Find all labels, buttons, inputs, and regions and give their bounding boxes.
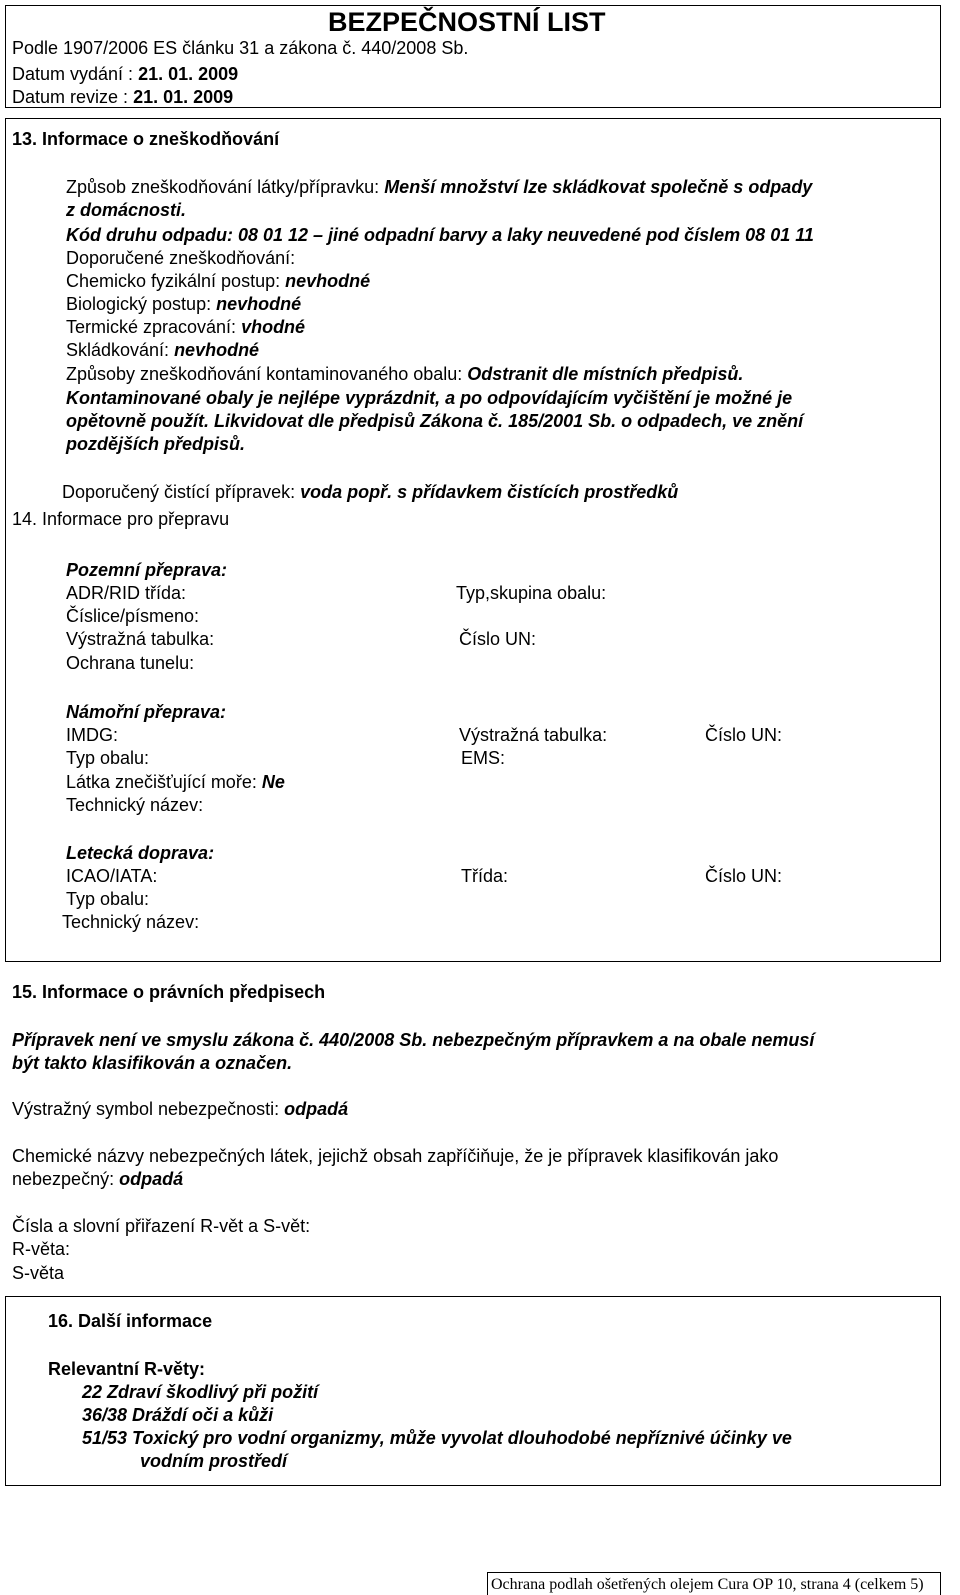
imdg: IMDG: — [66, 725, 118, 745]
packing-group: Typ,skupina obalu: — [456, 583, 607, 603]
footer-text: Ochrana podlah ošetřených olejem Cura OP 10, strana 4 (celkem 5) — [491, 1576, 924, 1593]
packaging-disposal-line — [66, 363, 743, 386]
sea-warning-table: Výstražná tabulka: — [459, 725, 608, 745]
thermal-value: vhodné — [241, 317, 306, 337]
sea-technical-name: Technický název: — [66, 795, 204, 815]
chem-physical-line — [66, 270, 370, 293]
landfill-value: nevhodné — [174, 340, 260, 360]
revision-date: 21. 01. 2009 — [133, 87, 234, 107]
r-phrase-51-53-line-2: vodním prostředí — [140, 1451, 288, 1471]
section-15-heading: 15. Informace o právních předpisech — [12, 982, 326, 1002]
packaging-disposal-value: Odstranit dle místních předpisů. — [467, 364, 744, 384]
air-transport-heading: Letecká doprava: — [66, 843, 215, 863]
un-number: Číslo UN: — [459, 629, 537, 649]
sea-package-type: Typ obalu: — [66, 748, 150, 768]
r-phrase-label: R-věta: — [12, 1239, 71, 1259]
issue-label: Datum vydání : — [12, 64, 134, 84]
hazard-symbol-value: odpadá — [284, 1099, 349, 1119]
section-14-heading: 14. Informace pro přepravu — [12, 509, 230, 529]
adr-rid-class: ADR/RID třída: — [66, 583, 187, 603]
biological-line — [66, 293, 301, 316]
regulation-line: Podle 1907/2006 ES článku 31 a zákona č. 440/2008 Sb. — [12, 38, 469, 58]
disposal-method-value: Menší množství lze skládkovat společně s odpady — [384, 177, 813, 197]
r-phrase-36-38: 36/38 Dráždí oči a kůži — [82, 1405, 274, 1425]
r-phrase-51-53-line-1: 51/53 Toxický pro vodní organizmy, může vyvolat dlouhodobé nepříznivé účinky ve — [82, 1428, 792, 1448]
contaminated-line-2: opětovně použít. Likvidovat dle předpisů Zákona č. 185/2001 Sb. o odpadech, ve znění — [66, 411, 804, 431]
waste-code-line: Kód druhu odpadu: 08 01 12 – jiné odpadní barvy a laky neuvedené pod číslem 08 01 11 — [66, 225, 814, 245]
contaminated-line-3: pozdějších předpisů. — [66, 434, 246, 454]
revision-date-line — [12, 86, 233, 109]
revision-label: Datum revize : — [12, 87, 129, 107]
thermal-label: Termické zpracování: — [66, 317, 242, 337]
ems: EMS: — [461, 748, 506, 768]
chemical-names-line-1: Chemické názvy nebezpečných látek, jejichž obsah zapříčiňuje, že je přípravek klasifikován jako — [12, 1146, 779, 1166]
recommended-disposal: Doporučené zneškodňování: — [66, 248, 296, 268]
sea-transport-heading: Námořní přeprava: — [66, 702, 227, 722]
thermal-line — [66, 316, 305, 339]
cleaner-value: voda popř. s přídavkem čistících prostředků — [300, 482, 679, 502]
marine-pollutant-label: Látka znečišťující moře: — [66, 772, 262, 792]
legal-statement-2: být takto klasifikován a označen. — [12, 1053, 293, 1073]
section-13-heading: 13. Informace o zneškodňování — [12, 129, 280, 149]
r-phrase-22: 22 Zdraví škodlivý při požití — [82, 1382, 319, 1402]
numbers-letters: Číslice/písmeno: — [66, 606, 200, 626]
disposal-method-line-2: z domácnosti. — [66, 200, 187, 220]
marine-pollutant-value: Ne — [261, 772, 285, 792]
issue-date: 21. 01. 2009 — [138, 64, 239, 84]
air-package-type: Typ obalu: — [66, 889, 150, 909]
marine-pollutant-line — [66, 771, 285, 794]
air-technical-name: Technický název: — [62, 912, 200, 932]
issue-date-line — [12, 63, 238, 86]
s-phrase-label: S-věta — [12, 1263, 65, 1283]
warning-table: Výstražná tabulka: — [66, 629, 215, 649]
hazard-symbol-line — [12, 1098, 348, 1121]
packaging-disposal-label: Způsoby zneškodňování kontaminovaného obalu: — [66, 364, 468, 384]
chem-physical-label: Chemicko fyzikální postup: — [66, 271, 286, 291]
cleaner-label: Doporučený čistící přípravek: — [62, 482, 301, 502]
hazard-symbol-label: Výstražný symbol nebezpečnosti: — [12, 1099, 285, 1119]
icao-iata: ICAO/IATA: — [66, 866, 158, 886]
air-class: Třída: — [461, 866, 509, 886]
land-transport-heading: Pozemní přeprava: — [66, 560, 228, 580]
section-16-heading: 16. Další informace — [48, 1311, 213, 1331]
contaminated-line-1: Kontaminované obaly je nejlépe vyprázdnit, a po odpovídajícím vyčištění je možné je — [66, 388, 793, 408]
disposal-method-label: Způsob zneškodňování látky/přípravku: — [66, 177, 385, 197]
landfill-label: Skládkování: — [66, 340, 175, 360]
chemical-names-value: odpadá — [119, 1169, 184, 1189]
chemical-names-line-2 — [12, 1168, 183, 1191]
cleaner-line — [62, 481, 678, 504]
legal-statement-1: Přípravek není ve smyslu zákona č. 440/2008 Sb. nebezpečným přípravkem a na obale nemusí — [12, 1030, 815, 1050]
biological-label: Biologický postup: — [66, 294, 217, 314]
rs-phrases-label: Čísla a slovní přiřazení R-vět a S-vět: — [12, 1216, 311, 1236]
air-un-number: Číslo UN: — [705, 866, 783, 886]
biological-value: nevhodné — [216, 294, 302, 314]
sea-un-number: Číslo UN: — [705, 725, 783, 745]
document-title: BEZPEČNOSTNÍ LIST — [328, 7, 606, 37]
landfill-line — [66, 339, 259, 362]
disposal-method-line — [66, 176, 812, 199]
chem-physical-value: nevhodné — [285, 271, 371, 291]
relevant-r-phrases-label: Relevantní R-věty: — [48, 1359, 206, 1379]
tunnel-protection: Ochrana tunelu: — [66, 653, 195, 673]
chemical-names-label: nebezpečný: — [12, 1169, 120, 1189]
